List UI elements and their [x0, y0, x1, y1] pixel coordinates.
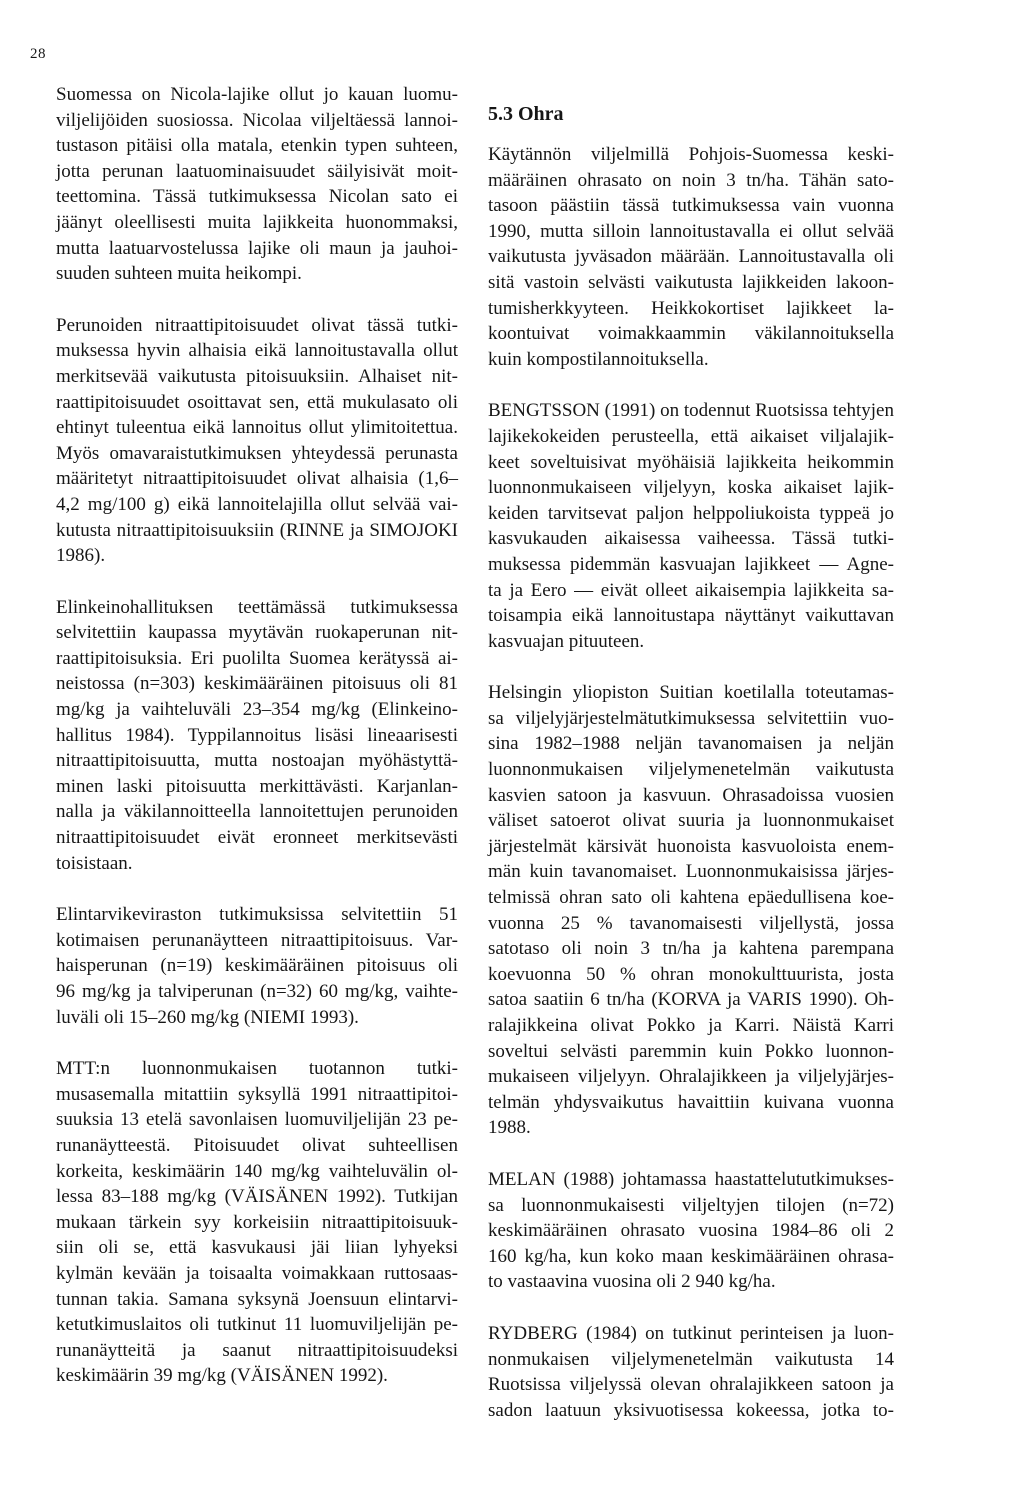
text-line: ehtinyt tuleentua eikä lannoitus ollut ylimitoitettua.	[56, 417, 458, 439]
paragraph	[488, 142, 894, 372]
text-line: lessa 83–188 mg/kg (VÄISÄNEN 1992). Tutkijan	[56, 1186, 458, 1208]
text-line: raattipitoisuksia. Eri puolilta Suomea kerätyssä ai-	[56, 647, 458, 669]
text-line: telmissä ohran sato oli kahtena epäedullisena koe-	[488, 887, 894, 909]
paragraph	[56, 595, 458, 877]
text-line: 96 mg/kg ja talviperunan (n=32) 60 mg/kg, vaihte-	[56, 981, 458, 1002]
text-line: runanäytteestä. Pitoisuudet olivat suhteellisen	[56, 1134, 458, 1156]
text-line: ralajikkeina olivat Pokko ja Karri. Näistä Karri	[488, 1015, 894, 1036]
text-line: mutta laatuarvostelussa lajike oli maun ja jauhoi-	[56, 237, 458, 259]
text-line: suuksia 13 etelä savonlaisen luomuviljelijän 23 pe-	[56, 1109, 458, 1131]
text-line: määräinen ohrasato on noin 3 tn/ha. Tähän sato-	[488, 169, 894, 191]
text-line: tumisherkkyyteen. Heikkokortiset lajikkeet la-	[488, 297, 894, 319]
text-line: 1990, mutta silloin lannoitustavalla ei ollut selvää	[488, 220, 894, 242]
text-line: luväli oli 15–260 mg/kg (NIEMI 1993).	[56, 1006, 359, 1028]
paragraph	[56, 313, 458, 569]
text-line: kutusta nitraattipitoisuuksiin (RINNE ja SIMOJOKI	[56, 519, 458, 541]
text-line: jäänyt oleellisesti muita lajikkeita huonommaksi,	[56, 211, 458, 233]
text-line: keiden tarvitsevat paljon helppoliukoista typpeä jo	[488, 502, 894, 524]
text-line: ta ja Eero — eivät olleet aikaisempia lajikkeita sa-	[488, 579, 894, 601]
text-line: BENGTSSON (1991) on todennut Ruotsissa tehtyjen	[488, 400, 894, 422]
page-number: 28	[30, 46, 46, 62]
text-line: selvitettiin kaupassa myytävän ruokaperunan nit-	[56, 622, 458, 644]
paragraph	[488, 1321, 894, 1423]
text-line: musasemalla mitattiin syksyllä 1991 nitraattipitoi-	[56, 1083, 458, 1105]
text-line: MELAN (1988) johtamassa haastattelututkimukses-	[488, 1168, 894, 1190]
right-column	[488, 82, 894, 1449]
text-line: kasvien satoon ja kasvuun. Ohrasadoissa vuosien	[488, 784, 894, 806]
text-line: nitraattipitoisuudet eivät eronneet merkitsevästi	[56, 827, 458, 849]
paragraph	[488, 680, 894, 1141]
text-line: vaikutusta jyväsadon määrään. Lannoitustavalla oli	[488, 246, 894, 268]
text-line: koevuonna 50 % ohran monokulttuurista, josta	[488, 963, 894, 985]
text-line: sa luonnonmukaisesti viljeltyjen tilojen (n=72)	[488, 1194, 894, 1216]
text-line: soveltui selvästi paremmin kuin Pokko luonnon-	[488, 1040, 894, 1062]
text-line: sina 1982–1988 neljän tavanomaisen ja neljän	[488, 733, 894, 755]
text-line: 1986).	[56, 545, 106, 567]
text-line: kotimaisen perunanäytteen nitraattipitoisuus. Var-	[56, 929, 458, 951]
text-line: Perunoiden nitraattipitoisuudet olivat tässä tutki-	[56, 314, 458, 336]
text-line: siin oli se, että kasvukausi jäi liian lyhyeksi	[56, 1237, 458, 1259]
text-line: Elintarvikeviraston tutkimuksissa selvitettiin 51	[56, 904, 458, 926]
text-line: kasvuajan pituuteen.	[488, 630, 645, 652]
paragraph	[56, 902, 458, 1030]
text-line: minen laski pitoisuutta merkittävästi. Karjanlan-	[56, 775, 458, 797]
text-line: koontuivat voimakkaammin väkilannoituksella	[488, 323, 894, 345]
text-line: korkeita, keskimäärin 140 mg/kg vaihteluvälin ol-	[56, 1160, 458, 1182]
text-line: lajikekokeiden perusteella, että aikaiset viljalajik-	[488, 425, 894, 447]
text-line: jotta perunan laatuominaisuudet säilyisivät moit-	[56, 160, 458, 182]
text-line: mukaan tärkein syy korkeisiin nitraattipitoisuuk-	[56, 1211, 458, 1233]
text-line: Helsingin yliopiston Suitian koetilalla toteutamas-	[488, 682, 894, 704]
text-line: toisistaan.	[56, 852, 133, 874]
text-line: Myös omavaraistutkimuksen yhteydessä perunasta	[56, 442, 458, 464]
text-line: Käytännön viljelmillä Pohjois-Suomessa keski-	[488, 144, 894, 165]
text-line: suuden suhteen muita heikompi.	[56, 263, 302, 285]
text-line: haisperunan (n=19) keskimääräinen pitoisuus oli	[56, 955, 458, 977]
text-line: 4,2 mg/100 g) eikä lannoitelajilla ollut selvää vai-	[56, 493, 458, 515]
text-line: mukaiseen viljelyyn. Ohralajikkeen ja viljelyjärjes-	[488, 1066, 894, 1088]
text-line: hallitus 1984). Typpilannoitus lisäsi lineaarisesti	[56, 724, 458, 746]
text-line: tustason pitäisi olla matala, etenkin typen suhteen,	[56, 135, 458, 157]
text-line: ketutkimuslaitos oli tutkinut 11 luomuviljelijän pe-	[56, 1314, 458, 1336]
text-line: RYDBERG (1984) on tutkinut perinteisen ja luon-	[488, 1322, 894, 1344]
text-line: to vastaavina vuosina oli 2 940 kg/ha.	[488, 1271, 776, 1293]
text-line: muksessa pidemmän kasvuajan lajikkeet — Agne-	[488, 553, 894, 575]
text-line: sitä vastoin selvästi vaikutusta lajikkeiden lakoon-	[488, 271, 894, 293]
text-line: Ruotsissa viljelyssä olevan ohralajikkeen satoon ja	[488, 1374, 894, 1396]
text-line: keskimäärin 39 mg/kg (VÄISÄNEN 1992).	[56, 1365, 388, 1387]
text-line: sadon laatuun yksivuotisessa kokeessa, jotka to-	[488, 1399, 894, 1421]
text-line: keskimääräinen ohrasato vuosina 1984–86 oli 2	[488, 1220, 894, 1242]
text-line: luonnonmukaiseen viljelyyn, koska aikaiset lajik-	[488, 477, 894, 499]
text-line: merkitsevää vaikutusta pitoisuuksiin. Alhaiset nit-	[56, 365, 458, 387]
text-line: luonnonmukaisen viljelymenetelmän vaikutusta	[488, 759, 894, 781]
text-line: satotaso oli noin 3 tn/ha ja kahtena parempana	[488, 938, 894, 960]
text-line: sa viljelyjärjestelmätutkimuksessa selvitettiin vuo-	[488, 707, 894, 729]
text-line: tunnan takia. Samana syksynä Joensuun elintarvi-	[56, 1288, 458, 1310]
text-line: MTT:n luonnonmukaisen tuotannon tutki-	[56, 1058, 458, 1080]
text-line: keet soveltuisivat myöhäisiä lajikkeita heikommin	[488, 451, 894, 473]
text-line: tasoon päästiin tässä tutkimuksessa vain vuonna	[488, 195, 894, 217]
text-line: vuonna 25 % tavanomaisesti viljellystä, jossa	[488, 912, 894, 934]
paragraph	[488, 398, 894, 654]
text-line: runanäytteitä ja saanut nitraattipitoisuudeksi	[56, 1339, 458, 1361]
paragraph	[56, 82, 458, 287]
text-line: Elinkeinohallituksen teettämässä tutkimuksessa	[56, 596, 458, 618]
text-line: neistossa (n=303) keskimääräinen pitoisuus oli 81	[56, 673, 458, 695]
text-line: järjestelmät kärsivät huonoista kasvuoloista enem-	[488, 835, 894, 857]
text-line: nalla ja väkilannoitteella lannoitettujen perunoiden	[56, 801, 458, 823]
text-line: män kuin tavanomaiset. Luonnonmukaisissa järjes-	[488, 861, 894, 883]
text-line: määritetyt nitraattipitoisuudet olivat alhaisia (1,6–	[56, 468, 458, 490]
text-line: mg/kg ja vaihteluväli 23–354 mg/kg (Elinkeino-	[56, 699, 458, 721]
section-heading: 5.3 Ohra	[488, 103, 564, 125]
text-line: viljelijöiden suosiossa. Nicolaa viljeltäessä lannoi-	[56, 109, 458, 131]
text-line: kylmän kevään ja toisaalta voimakkaan ruttosaas-	[56, 1262, 458, 1284]
text-line: Suomessa on Nicola-lajike ollut jo kauan luomu-	[56, 84, 458, 105]
text-line: kasvukauden aikaisessa vaiheessa. Tässä tutki-	[488, 528, 894, 550]
paragraph	[56, 1056, 458, 1389]
text-line: telmän yhdysvaikutus havaittiin kuivana vuonna	[488, 1091, 894, 1113]
text-line: nitraattipitoisuutta, mutta nostoajan myöhästyttä-	[56, 750, 458, 772]
text-line: väliset satoerot olivat suuria ja luonnonmukaiset	[488, 810, 894, 832]
text-line: toisampia eikä lannoitustapa näyttänyt vaikuttavan	[488, 605, 894, 627]
text-line: teettomina. Tässä tutkimuksessa Nicolan sato ei	[56, 186, 458, 208]
left-column	[56, 82, 458, 1415]
text-line: kuin kompostilannoituksella.	[488, 348, 709, 370]
text-line: muksessa hyvin alhaisia eikä lannoitustavalla ollut	[56, 340, 458, 362]
text-line: 160 kg/ha, kun koko maan keskimääräinen ohrasa-	[488, 1245, 894, 1267]
paragraph	[488, 1167, 894, 1295]
text-line: raattipitoisuudet osoittavat sen, että mukulasato oli	[56, 391, 458, 413]
text-line: nonmukaisen viljelymenetelmän vaikutusta 14	[488, 1348, 894, 1370]
text-line: satoa saatiin 6 tn/ha (KORVA ja VARIS 1990). Oh-	[488, 989, 894, 1011]
text-line: 1988.	[488, 1117, 531, 1139]
